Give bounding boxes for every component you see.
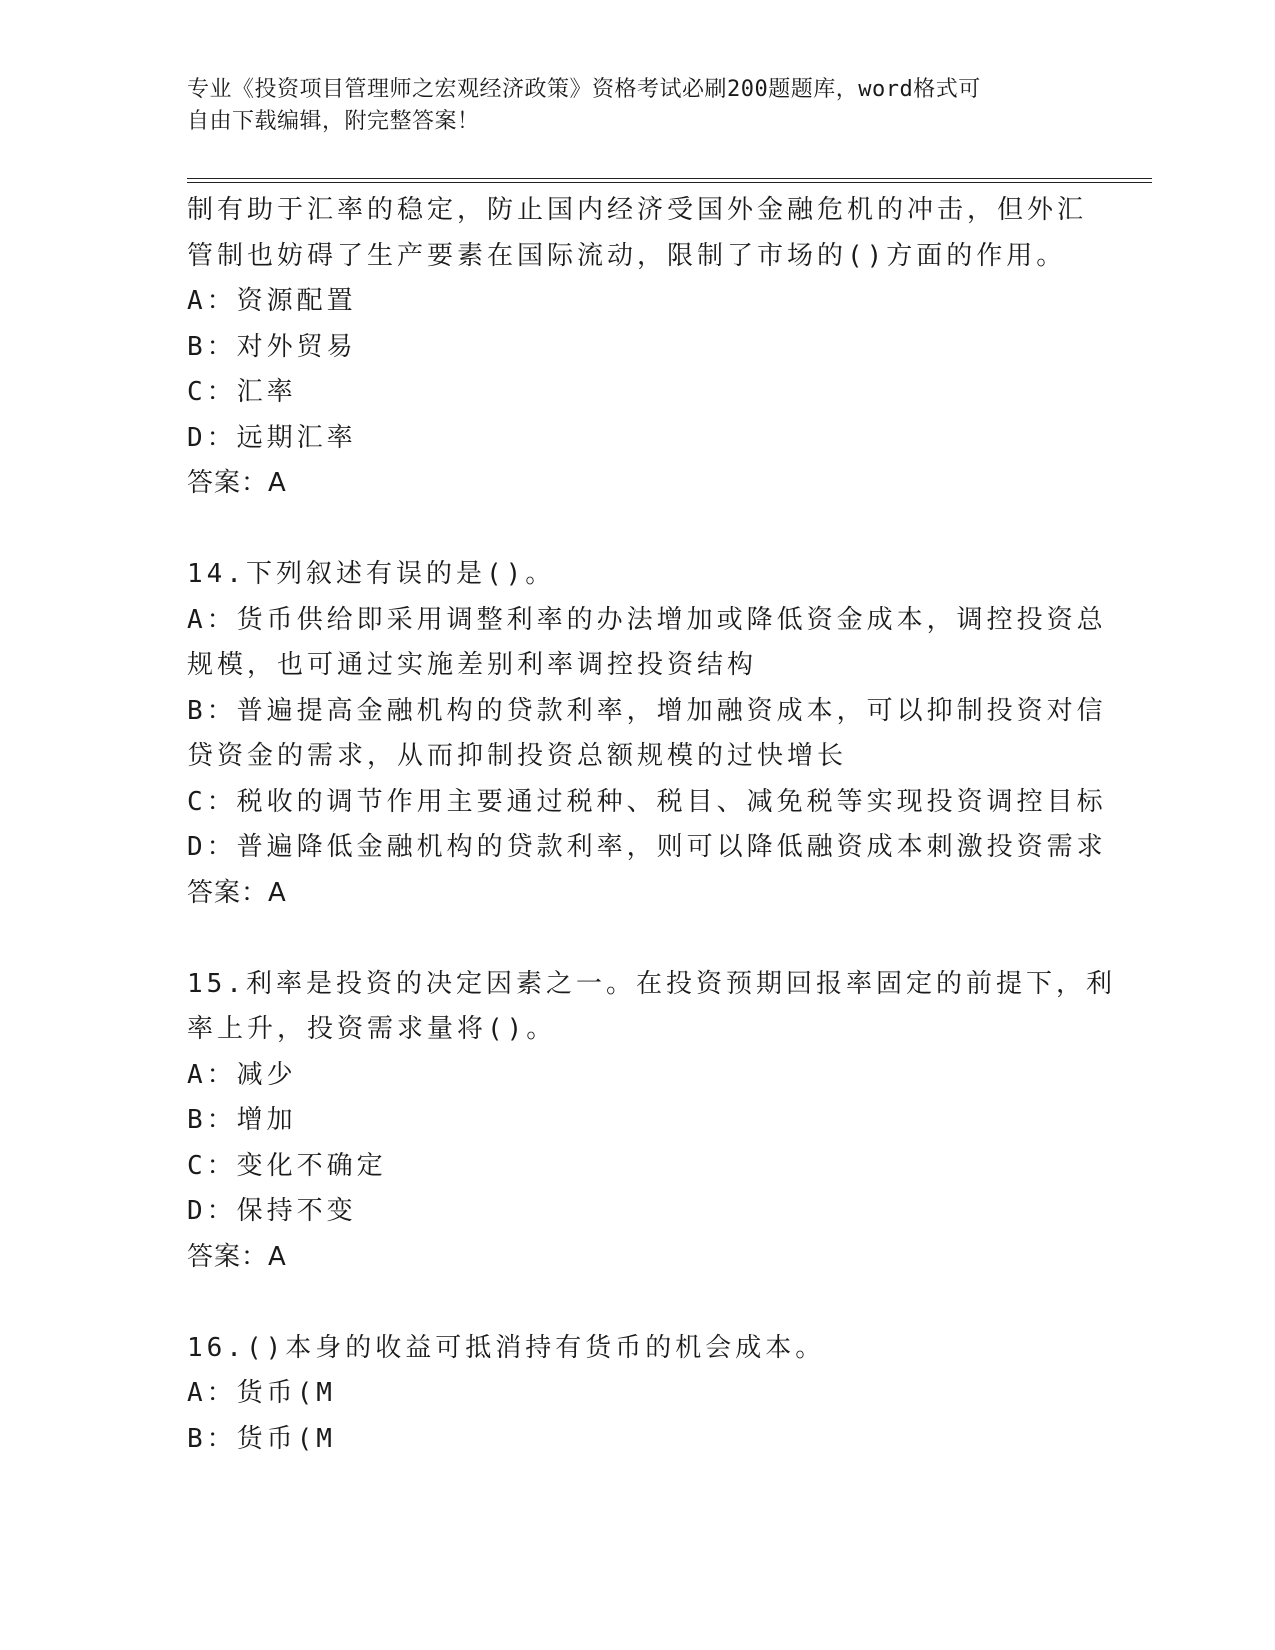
option-a: A：资源配置: [187, 286, 357, 316]
option-c: C：汇率: [187, 377, 297, 407]
spacer: [187, 507, 1087, 553]
option-b: B：货币(M: [187, 1423, 336, 1454]
option-d: D：普遍降低金融机构的贷款利率，则可以降低融资成本刺激投资需求: [187, 832, 1107, 862]
spacer: [187, 1280, 1087, 1326]
answer-line: 答案：A: [187, 877, 287, 908]
page-header: [187, 74, 1087, 138]
option-d: D：远期汇率: [187, 422, 357, 453]
header-title-line-1: 专业《投资项目管理师之宏观经济政策》资格考试必刷200题题库，word格式可: [187, 77, 981, 102]
option-b-continued: 贷资金的需求，从而抑制投资总额规模的过快增长: [187, 741, 848, 771]
spacer: [187, 916, 1087, 962]
option-d: D：保持不变: [187, 1196, 357, 1226]
header-title-line-2: 自由下载编辑，附完整答案！: [187, 109, 480, 134]
option-c: C：税收的调节作用主要通过税种、税目、减免税等实现投资调控目标: [187, 786, 1107, 817]
option-c: C：变化不确定: [187, 1150, 387, 1181]
question-15: [187, 962, 1116, 1281]
question-list: [187, 188, 1116, 1462]
answer-line: 答案：A: [187, 1241, 287, 1272]
option-b: B：对外贸易: [187, 331, 357, 362]
option-b: B：增加: [187, 1105, 297, 1135]
question-stem: 制有助于汇率的稳定，防止国内经济受国外金融危机的冲击，但外汇: [187, 195, 1088, 225]
question-16: [187, 1326, 1087, 1463]
header-divider: [187, 178, 1152, 183]
option-a: A：货币(M: [187, 1378, 336, 1408]
option-b: B：普遍提高金融机构的贷款利率，增加融资成本，可以抑制投资对信: [187, 695, 1107, 726]
question-stem: 14.下列叙述有误的是()。: [187, 559, 556, 589]
option-a: A：减少: [187, 1059, 297, 1090]
question-stem: 15.利率是投资的决定因素之一。在投资预期回报率固定的前提下，利: [187, 968, 1116, 999]
question-stem: 管制也妨碍了生产要素在国际流动，限制了市场的()方面的作用。: [187, 240, 1067, 271]
option-a-continued: 规模，也可通过实施差别利率调控投资结构: [187, 650, 758, 680]
question-stem: 率上升，投资需求量将()。: [187, 1014, 557, 1044]
option-a: A：货币供给即采用调整利率的办法增加或降低资金成本，调控投资总: [187, 604, 1107, 635]
question-14: [187, 552, 1107, 916]
answer-line: 答案：A: [187, 468, 287, 498]
question-stem: 16.()本身的收益可抵消持有货币的机会成本。: [187, 1332, 826, 1363]
question-13: [187, 188, 1087, 507]
